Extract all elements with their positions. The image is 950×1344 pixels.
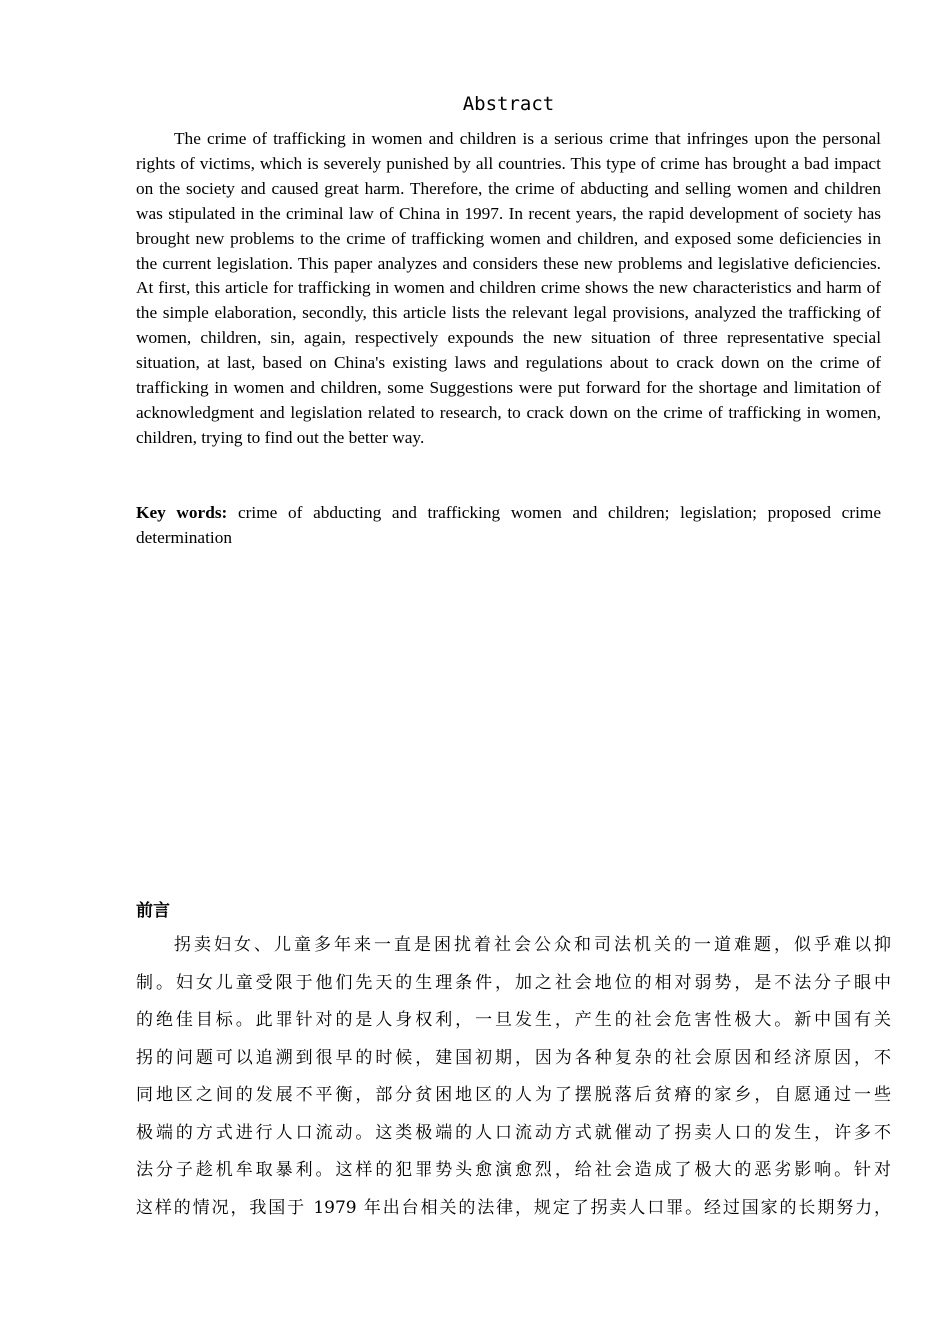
abstract-heading: Abstract [462, 93, 555, 115]
preface-line: 的绝佳目标。此罪针对的是人身权利，一旦发生，产生的社会危害性极大。新中国有关 [136, 1010, 891, 1030]
preface-line: 拐卖妇女、儿童多年来一直是困扰着社会公众和司法机关的一道难题，似乎难以抑 [174, 935, 891, 955]
preface-line: 制。妇女儿童受限于他们先天的生理条件，加之社会地位的相对弱势，是不法分子眼中 [136, 972, 891, 993]
preface-line: 法分子趁机牟取暴利。这样的犯罪势头愈演愈烈，给社会造成了极大的恶劣影响。针对 [136, 1160, 891, 1180]
preface-line: 极端的方式进行人口流动。这类极端的人口流动方式就催动了拐卖人口的发生，许多不 [136, 1122, 891, 1143]
keywords-paragraph [136, 500, 881, 550]
preface-line: 拐的问题可以追溯到很早的时候，建国初期，因为各种复杂的社会原因和经济原因，不 [136, 1047, 891, 1068]
preface-line: 同地区之间的发展不平衡，部分贫困地区的人为了摆脱落后贫瘠的家乡，自愿通过一些 [136, 1085, 891, 1105]
preface-paragraph [136, 927, 891, 1227]
keywords-label: Key words: [136, 503, 228, 522]
abstract-paragraph: The crime of trafficking in women and children is a serious crime that infringes upon the personal rights of victims, which is severely punished by all countries. This type of crime has brought a bad impact on the society and caused great harm. Therefore, the crime of abducting and selling women and children was stipulated in the criminal law of China in 1997. In recent years, the rapid development of society has brought new problems to the crime of trafficking women and children, and exposed some deficiencies in the current legislation. This paper analyzes and considers these new problems and legislative deficiencies. At first, this article for trafficking in women and children crime shows the new characteristics and harm of the simple elaboration, secondly, this article lists the relevant legal provisions, analyzed the trafficking of women, children, sin, again, respectively expounds the new situation of three representative special situation, at last, based on China's existing laws and regulations about to crack down on the crime of trafficking in women and children, some Suggestions were put forward for the shortage and limitation of acknowledgment and legislation related to research, to crack down on the crime of trafficking in women, children, trying to find out the better way. [136, 129, 881, 447]
preface-heading: 前言 [136, 901, 170, 921]
keywords-text: crime of abducting and trafficking women and children; legislation; proposed crime determination [136, 503, 881, 547]
preface-line: 这样的情况，我国于 1979 年出台相关的法律，规定了拐卖人口罪。经过国家的长期努力， [136, 1197, 891, 1218]
